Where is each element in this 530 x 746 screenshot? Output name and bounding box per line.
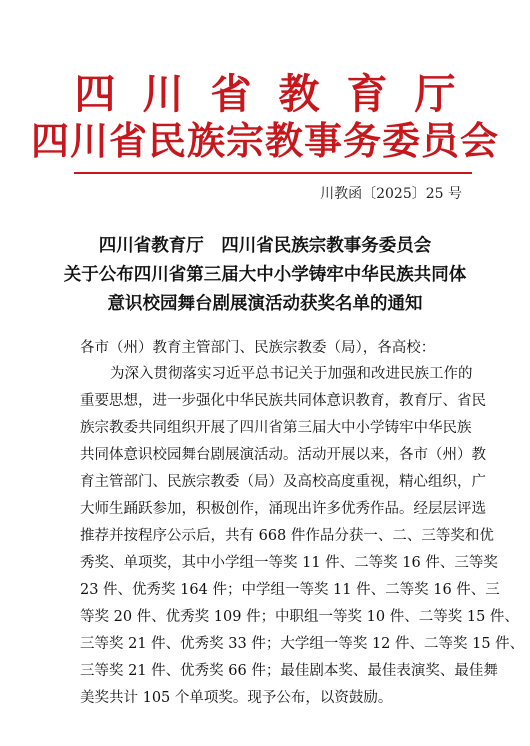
body-line: 重要思想，进一步强化中华民族共同体意识教育，教育厅、省民 — [80, 393, 486, 409]
title-line-2: 关于公布四川省第三届大中小学铸牢中华民族共同体 — [63, 265, 467, 285]
masthead-line-2: 四川省民族宗教事务委员会 — [30, 119, 499, 163]
title-line-3: 意识校园舞台剧展演活动获奖名单的通知 — [107, 294, 423, 314]
document-number: 川教函〔2025〕25 号 — [320, 186, 462, 202]
body-line: 为深入贯彻落实习近平总书记关于加强和改进民族工作的 — [110, 366, 473, 382]
body-line: 三等奖 21 件、优秀奖 33 件；大学组一等奖 12 件、二等奖 15 件、 — [80, 636, 525, 652]
body-line: 美奖共计 105 个单项奖。现予公布，以资鼓励。 — [80, 690, 393, 706]
title-line-1: 四川省教育厅 四川省民族宗教事务委员会 — [98, 236, 432, 256]
body-line: 族宗教委共同组织开展了四川省第三届大中小学铸牢中华民族 — [80, 420, 472, 436]
body-line: 23 件、优秀奖 164 件；中学组一等奖 11 件、二等奖 16 件、三 — [80, 582, 500, 598]
body-line: 推荐并按程序公示后，共有 668 件作品分获一、二、三等奖和优 — [80, 528, 494, 544]
body-line: 大师生踊跃参加，积极创作，涌现出许多优秀作品。经层层评选 — [80, 501, 486, 517]
body-line: 共同体意识校园舞台剧展演活动。活动开展以来，各市（州）教 — [80, 447, 486, 463]
body-line: 三等奖 21 件、优秀奖 66 件；最佳剧本奖、最佳表演奖、最佳舞 — [80, 663, 498, 679]
body-line: 秀奖、单项奖，其中小学组一等奖 11 件、二等奖 16 件、三等奖 — [80, 555, 498, 571]
body-line: 育主管部门、民族宗教委（局）及高校高度重视，精心组织，广 — [80, 474, 486, 490]
masthead-line-1: 四川省教育厅 — [74, 70, 483, 118]
masthead-red-rule — [74, 172, 472, 174]
body-line: 等奖 20 件、优秀奖 109 件；中职组一等奖 10 件、二等奖 15 件、 — [80, 609, 519, 625]
salutation: 各市（州）教育主管部门、民族宗教委（局），各高校： — [80, 340, 436, 356]
